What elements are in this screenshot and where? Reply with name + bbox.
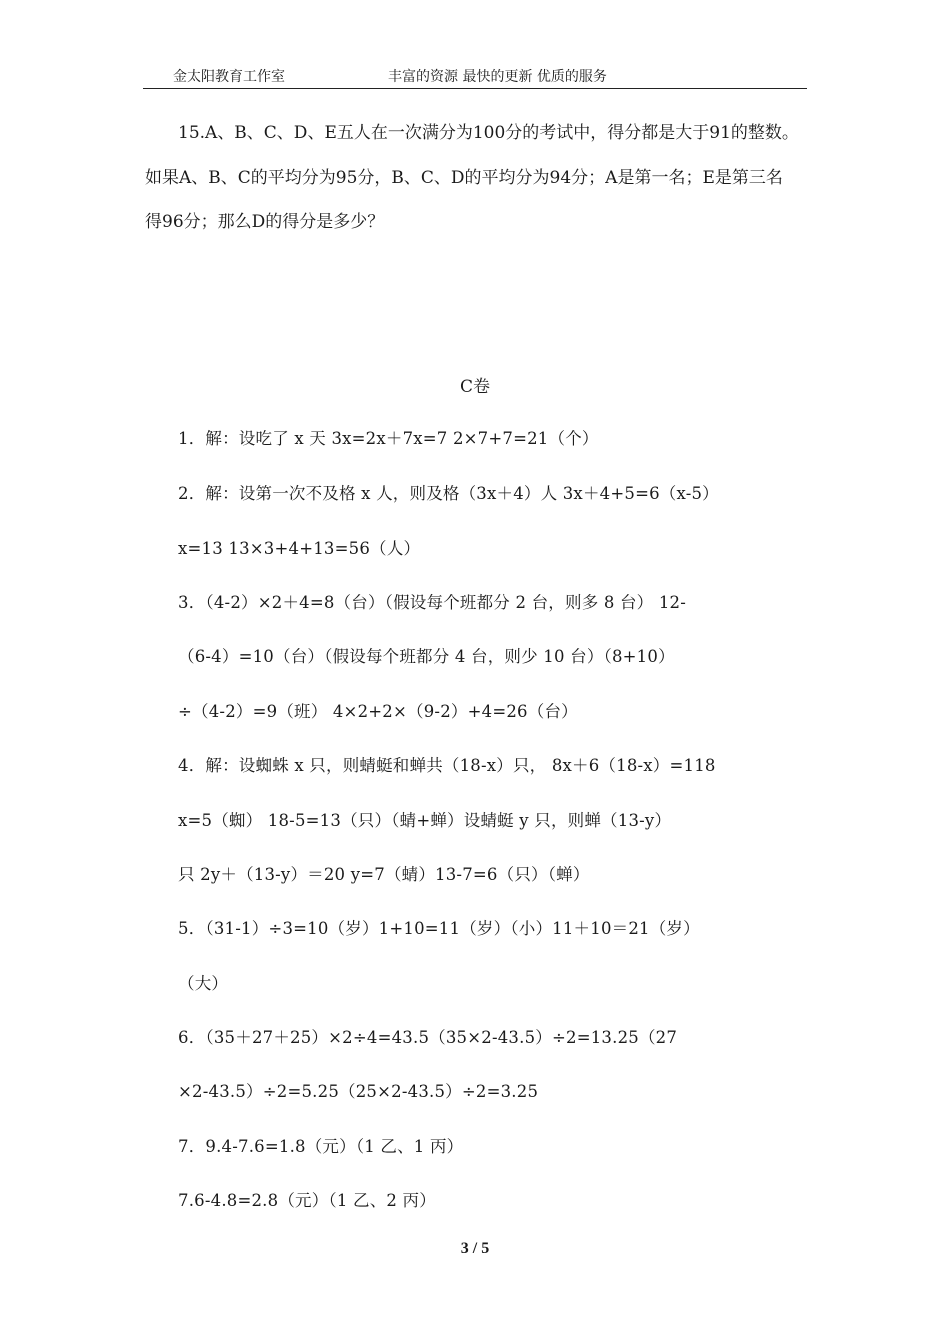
answer-line: x=13 13×3+4+13=56（人）	[178, 539, 421, 558]
page-header	[143, 66, 807, 89]
header-slogan: 丰富的资源 最快的更新 优质的服务	[388, 69, 607, 85]
answer-line: 6．（35＋27＋25）×2÷4=43.5（35×2-43.5）÷2=13.25（27	[178, 1028, 678, 1047]
answer-line: （大）	[178, 974, 229, 993]
answer-line: 只 2y＋（13-y）＝20 y=7（蜻）13-7=6（只）（蝉）	[178, 865, 590, 884]
section-title: C卷	[459, 377, 490, 397]
answer-line: x=5（蜘） 18-5=13（只）（蜻+蝉）设蜻蜓 y 只，则蝉（13-y）	[178, 811, 672, 830]
answer-line: 3．（4-2）×2＋4=8（台）（假设每个班都分 2 台，则多 8 台） 12-	[178, 593, 687, 612]
answer-line: 7.6-4.8=2.8（元）（1 乙、2 丙）	[178, 1191, 436, 1210]
answer-line: 2．解：设第一次不及格 x 人，则及格（3x＋4）人 3x＋4+5=6（x-5）	[178, 484, 719, 503]
page-number: 3 / 5	[460, 1240, 490, 1257]
answer-line: （6-4）=10（台）（假设每个班都分 4 台，则少 10 台）（8+10）	[178, 647, 675, 666]
answer-line: 4．解：设蜘蛛 x 只，则蜻蜓和蝉共（18-x）只， 8x＋6（18-x）=118	[178, 756, 716, 775]
answer-line: ×2-43.5）÷2=5.25（25×2-43.5）÷2=3.25	[178, 1082, 539, 1101]
problem-15-line-3: 得96分；那么D的得分是多少？	[145, 212, 385, 232]
answer-line: ÷（4-2）=9（班） 4×2+2×（9-2）+4=26（台）	[178, 702, 578, 721]
header-studio-name: 金太阳教育工作室	[173, 69, 285, 85]
answer-line: 5．（31-1）÷3=10（岁）1+10=11（岁）（小）11＋10＝21（岁）	[178, 919, 700, 938]
problem-15-line-1: 15.A、B、C、D、E五人在一次满分为100分的考试中，得分都是大于91的整数。	[178, 123, 799, 143]
problem-15-line-2: 如果A、B、C的平均分为95分，B、C、D的平均分为94分；A是第一名；E是第三名	[145, 168, 783, 188]
answer-line: 7．9.4-7.6=1.8（元）（1 乙、1 丙）	[178, 1137, 464, 1156]
answer-line: 1．解：设吃了 x 天 3x=2x＋7x=7 2×7+7=21（个）	[178, 429, 599, 448]
